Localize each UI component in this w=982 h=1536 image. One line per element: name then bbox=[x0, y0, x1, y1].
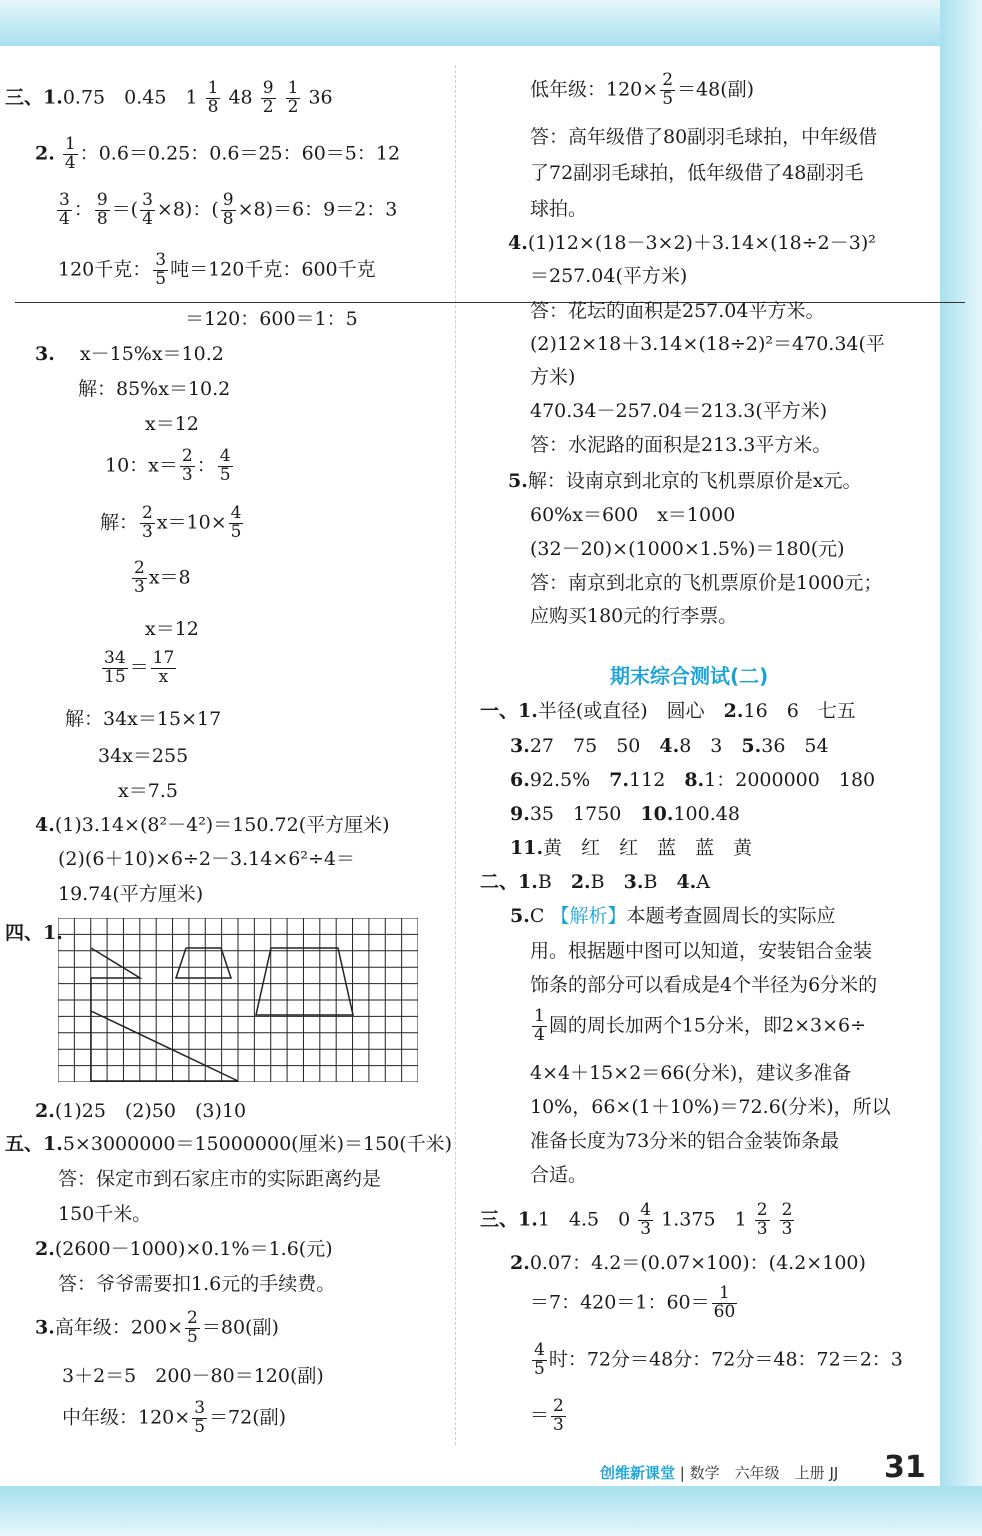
answer-line: 10：x＝ $\frac{2}{3}$ ： $\frac{4}{5}$ bbox=[105, 446, 231, 485]
item-label: 9. bbox=[510, 803, 530, 825]
grid-drawing bbox=[58, 918, 418, 1082]
item-label: 6. bbox=[510, 769, 530, 791]
answer-line bbox=[5, 80, 333, 117]
answer-text: 48 bbox=[228, 86, 253, 109]
answer-text: 0.07：4.2＝(0.07×100)：(4.2×100) bbox=[529, 1252, 866, 1274]
answer-text: ＝( bbox=[111, 198, 139, 221]
answer-text: ×8)＝6：9＝2：3 bbox=[237, 198, 398, 221]
fraction: $\frac{4}{3}$ bbox=[640, 1200, 652, 1239]
item-label: 4. bbox=[676, 871, 697, 893]
answer-line: ＝257.04(平方米) bbox=[530, 265, 688, 287]
answer-text: 35 1750 bbox=[529, 803, 641, 825]
fraction: $\frac{9}{8}$ bbox=[222, 190, 234, 229]
analysis-tag: 【解析】 bbox=[550, 905, 627, 927]
answer-text: 16 6 七五 bbox=[743, 700, 856, 722]
answer-text: 5×3000000＝15000000(厘米)＝150(千米) bbox=[62, 1133, 453, 1155]
answer-text: (1)25 (2)50 (3)10 bbox=[54, 1100, 247, 1122]
item-label: 8. bbox=[684, 769, 705, 791]
answer-text: 1：2000000 180 bbox=[704, 769, 876, 791]
answer-text: x－15%x＝10.2 bbox=[79, 343, 224, 365]
column-divider bbox=[455, 65, 456, 1445]
fraction: $\frac{1}{2}$ bbox=[287, 78, 299, 117]
answer-line bbox=[480, 1202, 796, 1239]
answer-text: x＝10× bbox=[156, 511, 227, 534]
answer-line bbox=[530, 1008, 866, 1045]
answer-line bbox=[35, 814, 390, 838]
fraction: $\frac{17}{x}$ bbox=[152, 648, 175, 687]
answer-line: 答：高年级借了80副羽毛球拍，中年级借 bbox=[530, 126, 878, 148]
footer: 创维新课堂 | 数学 六年级 上册 JJ bbox=[600, 1464, 839, 1482]
answer-line: x＝12 bbox=[145, 413, 199, 435]
item-label: 4. bbox=[659, 735, 680, 757]
answer-line bbox=[480, 871, 710, 895]
answer-line bbox=[62, 1400, 286, 1437]
answer-line: 答：水泥路的面积是213.3平方米。 bbox=[530, 434, 832, 456]
answer-line bbox=[58, 252, 376, 289]
right-wave-border bbox=[940, 0, 982, 1536]
answer-text: ×8)：( bbox=[156, 198, 219, 221]
answer-line bbox=[510, 1252, 866, 1276]
item-label: 11. bbox=[510, 837, 544, 859]
answer-line: (2)(6＋10)×6÷2－3.14×6²÷4＝ bbox=[58, 848, 355, 870]
answer-text: 时：72分＝48分：72分＝48：72＝2：3 bbox=[548, 1348, 903, 1371]
item-label: 3. bbox=[35, 343, 55, 365]
answer-line: 用。根据题中图可以知道，安装铝合金装 bbox=[530, 940, 873, 962]
answer-line: 34x＝255 bbox=[98, 745, 189, 767]
item-label: 3. bbox=[623, 871, 644, 893]
item-label: 2. bbox=[510, 1252, 530, 1274]
answer-line: 4×4＋15×2＝66(分米)，建议多准备 bbox=[530, 1062, 852, 1084]
answer-line bbox=[130, 560, 191, 597]
answer-line: 解：34x＝15×17 bbox=[65, 708, 222, 730]
answer-text: ＝72(副) bbox=[209, 1406, 287, 1429]
edition: JJ bbox=[829, 1464, 839, 1482]
left-column bbox=[0, 60, 453, 1480]
item-label: 10. bbox=[640, 803, 674, 825]
answer-line: 球拍。 bbox=[530, 198, 588, 220]
drawn-figure bbox=[91, 948, 238, 1081]
item-label: 2. bbox=[35, 1100, 55, 1122]
item-label: 三、1. bbox=[480, 1208, 538, 1231]
fraction: $\frac{3}{5}$ bbox=[155, 250, 167, 289]
answer-line bbox=[508, 470, 862, 494]
fraction: $\frac{2}{3}$ bbox=[181, 446, 193, 485]
answer-line bbox=[35, 1100, 246, 1124]
item-label: 5. bbox=[741, 735, 762, 757]
fraction: $\frac{1}{8}$ bbox=[207, 78, 219, 117]
answer-text: 本题考查圆周长的实际应 bbox=[626, 905, 836, 927]
answer-text: (2600－1000)×0.1%＝1.6(元) bbox=[54, 1238, 333, 1260]
answer-line bbox=[530, 1285, 739, 1322]
subject: 数学 bbox=[689, 1464, 720, 1482]
item-label: 4. bbox=[35, 814, 55, 836]
answer-line: 150千米。 bbox=[58, 1203, 152, 1225]
answer-text: ＝48(副) bbox=[677, 78, 755, 101]
answer-text: 36 54 bbox=[761, 735, 829, 757]
answer-line: 了72副羽毛球拍，低年级借了48副羽毛 bbox=[530, 162, 864, 184]
fraction: $\frac{3}{5}$ bbox=[194, 1398, 206, 1437]
term: 上册 bbox=[794, 1464, 825, 1482]
answer-text: 高年级：200× bbox=[54, 1316, 184, 1339]
answer-text: ＝80(副) bbox=[201, 1316, 279, 1339]
answer-text: B bbox=[537, 871, 571, 893]
item-label: 5. bbox=[510, 905, 530, 927]
answer-text: 解：设南京到北京的飞机票原价是x元。 bbox=[527, 470, 862, 492]
answer-text: 吨＝120千克：600千克 bbox=[170, 258, 376, 281]
answer-line bbox=[510, 803, 740, 827]
answer-line bbox=[5, 1133, 452, 1157]
trapezoid-shape bbox=[176, 948, 231, 978]
answer-text: B bbox=[643, 871, 677, 893]
answer-text: 92.5% bbox=[529, 769, 610, 791]
fraction: $\frac{4}{5}$ bbox=[219, 446, 231, 485]
answer-text: ：0.6＝0.25：0.6＝25：60＝5：12 bbox=[79, 142, 401, 165]
fraction: $\frac{9}{8}$ bbox=[96, 190, 108, 229]
answer-text: (1)3.14×(8²－4²)＝150.72(平方厘米) bbox=[54, 814, 390, 836]
answer-line: 方米) bbox=[530, 366, 576, 388]
answer-text: 10：x＝ bbox=[105, 454, 178, 477]
fraction: $\frac{3}{4}$ bbox=[142, 190, 153, 229]
item-label: 2. bbox=[35, 1238, 55, 1260]
answer-line: 答：爷爷需要扣1.6元的手续费。 bbox=[58, 1273, 336, 1295]
answer-text: (1)12×(18－3×2)＋3.14×(18÷2－3)² bbox=[527, 232, 876, 254]
fraction: $\frac{9}{2}$ bbox=[262, 78, 274, 117]
answer-text: 低年级：120× bbox=[530, 78, 659, 101]
fraction: $\frac{34}{15}$ bbox=[104, 648, 126, 687]
page-number: 31 bbox=[884, 1450, 926, 1485]
answer-text: C bbox=[529, 905, 545, 927]
grade: 六年级 bbox=[734, 1464, 780, 1482]
fraction: $\frac{2}{3}$ bbox=[142, 503, 153, 542]
item-label: 二、1. bbox=[480, 871, 538, 893]
answer-line: (2)12×18＋3.14×(18÷2)²＝470.34(平 bbox=[530, 333, 885, 355]
answer-line: x＝7.5 bbox=[118, 780, 178, 802]
answer-text: x＝8 bbox=[148, 566, 191, 589]
item-label: 2. bbox=[723, 700, 744, 722]
answer-line: 应购买180元的行李票。 bbox=[530, 605, 738, 627]
answer-line bbox=[510, 735, 829, 759]
answer-line: (32－20)×(1000×1.5%)＝180(元) bbox=[530, 538, 845, 560]
fraction: $\frac{2}{3}$ bbox=[553, 1396, 564, 1435]
item-label: 3. bbox=[35, 1316, 55, 1339]
answer-text: 0.75 0.45 1 bbox=[62, 86, 198, 109]
item-label: 五、1. bbox=[5, 1133, 63, 1155]
fraction: $\frac{2}{3}$ bbox=[781, 1200, 793, 1239]
item-label: 4. bbox=[508, 232, 528, 254]
answer-text: 8 3 bbox=[679, 735, 742, 757]
answer-text: 解： bbox=[100, 511, 139, 534]
answer-line bbox=[510, 905, 835, 929]
fraction: $\frac{3}{4}$ bbox=[59, 190, 70, 229]
fraction: $\frac{4}{5}$ bbox=[534, 1340, 545, 1379]
answer-text: 1.375 1 bbox=[661, 1208, 747, 1231]
answer-line: 解：85%x＝10.2 bbox=[78, 378, 231, 400]
fraction: $\frac{4}{5}$ bbox=[230, 503, 242, 542]
section-title: 期末综合测试(二) bbox=[610, 664, 769, 688]
fraction: $\frac{1}{4}$ bbox=[64, 134, 76, 173]
answer-line bbox=[35, 1310, 279, 1347]
answer-line: 60%x＝600 x＝1000 bbox=[530, 504, 736, 526]
right-column bbox=[480, 60, 920, 1480]
fraction: $\frac{1}{60}$ bbox=[713, 1283, 736, 1322]
answer-line bbox=[530, 1342, 903, 1379]
fraction: $\frac{2}{3}$ bbox=[134, 558, 145, 597]
fraction: $\frac{1}{4}$ bbox=[534, 1006, 545, 1045]
item-label: 5. bbox=[508, 470, 528, 492]
answer-line bbox=[530, 1398, 568, 1435]
answer-line: x＝12 bbox=[145, 618, 199, 640]
fraction: $\frac{2}{5}$ bbox=[662, 70, 674, 109]
answer-text: 120千克： bbox=[58, 258, 152, 281]
bottom-wave-border bbox=[0, 1486, 982, 1536]
answer-text: ＝ bbox=[530, 1404, 550, 1427]
answer-text: 112 bbox=[629, 769, 685, 791]
fraction: $\frac{2}{5}$ bbox=[187, 1308, 198, 1347]
item-label: 3. bbox=[510, 735, 530, 757]
item-label: 三、1. bbox=[5, 86, 63, 109]
answer-line: 答：花坛的面积是257.04平方米。 bbox=[530, 300, 825, 322]
answer-line: 准备长度为73分米的铝合金装饰条最 bbox=[530, 1130, 840, 1152]
answer-text: 半径(或直径) 圆心 bbox=[537, 700, 724, 722]
answer-line: 饰条的部分可以看成是4个半径为6分米的 bbox=[530, 974, 878, 996]
answer-line: $\frac{3}{4}$ ： $\frac{9}{8}$ ＝( $\frac{3}{4}$ ×8)：( $\frac{9}{8}$ ×8)＝6：9＝2：3 bbox=[59, 190, 398, 229]
answer-text: 1 4.5 0 bbox=[537, 1208, 631, 1231]
answer-text: 中年级：120× bbox=[62, 1406, 191, 1429]
brand-name: 创维新课堂 bbox=[600, 1464, 676, 1482]
answer-line bbox=[35, 1238, 333, 1262]
answer-line bbox=[510, 769, 875, 793]
answer-line bbox=[35, 343, 224, 367]
fraction: $\frac{2}{3}$ bbox=[756, 1200, 768, 1239]
answer-line: 合适。 bbox=[530, 1164, 588, 1186]
answer-text: 黄 红 红 蓝 蓝 黄 bbox=[543, 837, 753, 859]
answer-line: 答：保定市到石家庄市的实际距离约是 bbox=[58, 1168, 382, 1190]
top-wave-border bbox=[0, 0, 982, 46]
answer-line bbox=[35, 136, 400, 173]
answer-text: 100.48 bbox=[673, 803, 740, 825]
answer-line: 答：南京到北京的飞机票原价是1000元； bbox=[530, 572, 883, 594]
answer-line: 3＋2＝5 200－80＝120(副) bbox=[62, 1365, 324, 1387]
answer-line bbox=[480, 700, 856, 724]
item-label: 四、1. bbox=[5, 922, 63, 944]
answer-text: 圆的周长加两个15分米，即2×3×6÷ bbox=[548, 1014, 867, 1037]
answer-line: ＝120：600＝1：5 bbox=[185, 308, 358, 330]
answer-line bbox=[510, 837, 752, 861]
answer-line: 470.34－257.04＝213.3(平方米) bbox=[530, 400, 828, 422]
answer-text: 27 75 50 bbox=[529, 735, 660, 757]
answer-line: $\frac{34}{15}$ ＝ $\frac{17}{x}$ bbox=[104, 648, 175, 687]
answer-text: B bbox=[590, 871, 624, 893]
item-label: 一、1. bbox=[480, 700, 538, 722]
answer-line: 19.74(平方厘米) bbox=[58, 883, 204, 905]
item-label: 7. bbox=[609, 769, 630, 791]
answer-text: 36 bbox=[308, 86, 333, 109]
answer-text: ＝7：420＝1：60＝ bbox=[530, 1291, 710, 1314]
answer-line bbox=[530, 72, 754, 109]
answer-text: A bbox=[696, 871, 711, 893]
item-label: 2. bbox=[35, 142, 55, 165]
item-label: 2. bbox=[570, 871, 591, 893]
answer-line bbox=[508, 232, 876, 256]
answer-line: 10%，66×(1＋10%)＝72.6(分米)，所以 bbox=[530, 1096, 891, 1118]
answer-line bbox=[100, 505, 245, 542]
